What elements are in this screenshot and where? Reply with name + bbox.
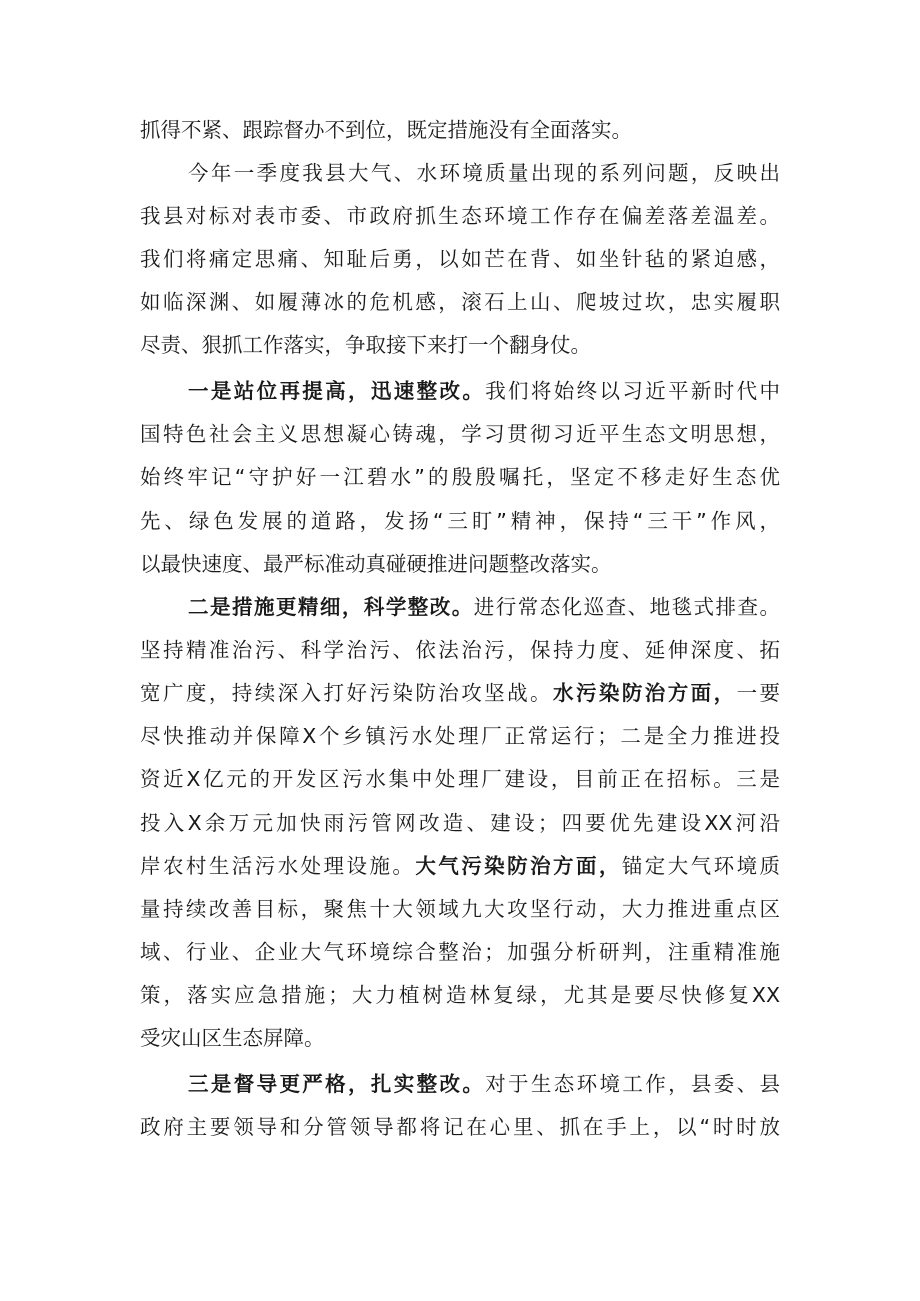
text-line	[188, 1069, 780, 1099]
subsection-heading: 水污染防治方面，	[553, 681, 737, 705]
section-heading: 二是措施更精细，科学整改。	[188, 595, 474, 619]
text-run: 对于生态环境工作，县委、县	[485, 1072, 781, 1096]
text-line	[140, 287, 780, 317]
text-run: 岸农村生活污水处理设施。	[140, 854, 416, 878]
text-run: 抓得不紧、跟踪督办不到位，既定措施没有全面落实。	[140, 118, 632, 142]
text-run: 宽广度，持续深入打好污染防治攻坚战。	[140, 681, 553, 705]
text-line	[140, 808, 780, 838]
text-line	[188, 592, 780, 622]
text-line	[140, 937, 780, 967]
text-line	[140, 1023, 780, 1053]
text-run: 我县对标对表市委、市政府抓生态环境工作存在偏差落差温差。	[140, 204, 780, 228]
text-line	[140, 419, 780, 449]
text-run: 进行常态化巡查、地毯式排查。	[473, 595, 780, 619]
text-line	[140, 678, 780, 708]
text-line	[140, 851, 780, 881]
text-run: 尽责、狠抓工作落实，争取接下来打一个翻身仗。	[140, 333, 591, 357]
text-run: 先、绿色发展的道路，发扬“三盯”精神，保持“三干”作风，	[140, 509, 780, 533]
text-run: 策，落实应急措施；大力植树造林复绿，尤其是要尽快修复XX	[140, 983, 780, 1007]
text-run: 一要	[736, 681, 781, 705]
text-run: 量持续改善目标，聚焦十大领域九大攻坚行动，大力推进重点区	[140, 897, 780, 921]
text-line	[188, 376, 780, 406]
text-line	[140, 1112, 780, 1142]
text-line	[188, 158, 780, 188]
text-run: 受灾山区生态屏障。	[140, 1026, 325, 1050]
text-line	[140, 894, 780, 924]
text-run: 国特色社会主义思想凝心铸魂，学习贯彻习近平生态文明思想，	[140, 422, 780, 446]
text-line	[140, 462, 780, 492]
text-run: 我们将痛定思痛、知耻后勇，以如芒在背、如坐针毡的紧迫感，	[140, 247, 780, 271]
text-run: 坚持精准治污、科学治污、依法治污，保持力度、延伸深度、拓	[140, 638, 780, 662]
text-run: 投入X余万元加快雨污管网改造、建设；四要优先建设XX河沿	[140, 811, 780, 835]
text-line	[140, 764, 780, 794]
text-line	[140, 549, 780, 579]
text-run: 尽快推动并保障X个乡镇污水处理厂正常运行；二是全力推进投	[140, 724, 780, 748]
text-line	[140, 115, 780, 145]
subsection-heading: 大气污染防治方面，	[415, 854, 622, 878]
text-line	[140, 721, 780, 751]
text-line	[140, 244, 780, 274]
text-line	[140, 635, 780, 665]
text-line	[140, 506, 780, 536]
section-heading: 一是站位再提高，迅速整改。	[188, 379, 486, 403]
text-run: 我们将始终以习近平新时代中	[485, 379, 781, 403]
text-run: 始终牢记“守护好一江碧水”的殷殷嘱托，坚定不移走好生态优	[140, 465, 780, 489]
text-line	[140, 980, 780, 1010]
text-line	[140, 330, 780, 360]
text-line	[140, 201, 780, 231]
text-run: 政府主要领导和分管领导都将记在心里、抓在手上，以“时时放	[140, 1115, 780, 1139]
text-run: 如临深渊、如履薄冰的危机感，滚石上山、爬坡过坎，忠实履职	[140, 290, 780, 314]
text-run: 域、行业、企业大气环境综合整治；加强分析研判，注重精准施	[140, 940, 780, 964]
text-run: 以最快速度、最严标准动真碰硬推进问题整改落实。	[140, 552, 612, 576]
text-run: 锚定大气环境质	[621, 854, 781, 878]
text-run: 资近X亿元的开发区污水集中处理厂建设，目前正在招标。三是	[140, 767, 780, 791]
text-run: 今年一季度我县大气、水环境质量出现的系列问题，反映出	[188, 161, 780, 185]
section-heading: 三是督导更严格，扎实整改。	[188, 1072, 486, 1096]
